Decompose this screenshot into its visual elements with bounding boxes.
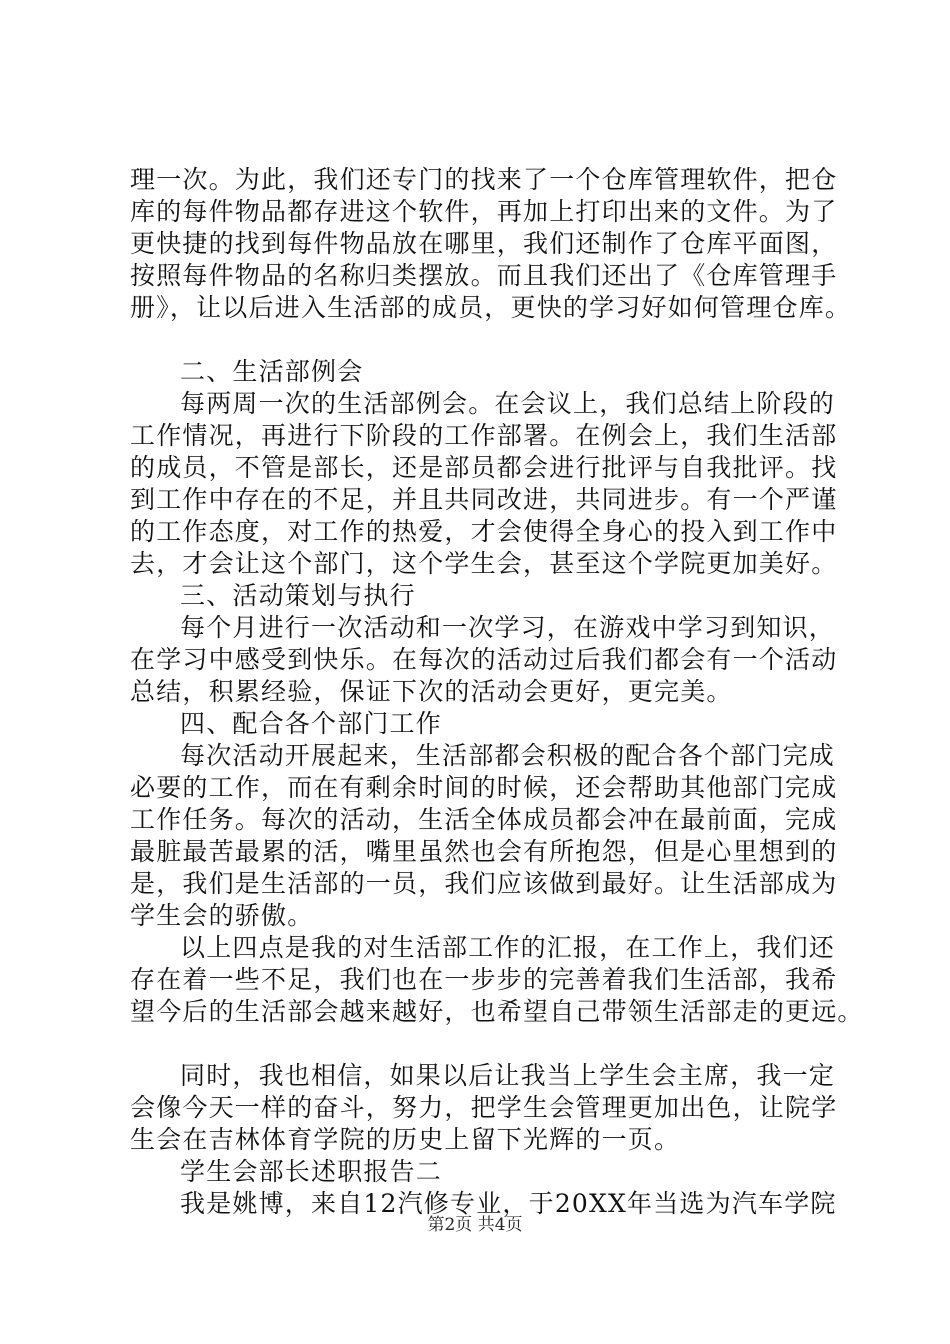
text-line: 去，才会让这个部门，这个学生会，甚至这个学院更加美好。 bbox=[130, 549, 838, 578]
text-line: 工作情况，再进行下阶段的工作部署。在例会上，我们生活部 bbox=[130, 421, 838, 450]
section-heading: 四、配合各个部门工作 bbox=[180, 709, 443, 738]
text-line: 每两周一次的生活部例会。在会议上，我们总结上阶段的 bbox=[180, 389, 836, 418]
text-line: 的成员，不管是部长，还是部员都会进行批评与自我批评。找 bbox=[130, 453, 838, 482]
section-heading: 学生会部长述职报告二 bbox=[180, 1157, 443, 1186]
text-line: 的工作态度，对工作的热爱，才会使得全身心的投入到工作中 bbox=[130, 517, 838, 546]
text-line: 生会在吉林体育学院的历史上留下光辉的一页。 bbox=[130, 1125, 681, 1154]
text-line: 每次活动开展起来，生活部都会积极的配合各个部门完成 bbox=[180, 741, 836, 770]
text-line: 是，我们是生活部的一员，我们应该做到最好。让生活部成为 bbox=[130, 869, 838, 898]
text-line: 同时，我也相信，如果以后让我当上学生会主席，我一定 bbox=[180, 1061, 836, 1090]
text-line: 最脏最苦最累的活，嘴里虽然也会有所抱怨，但是心里想到的 bbox=[130, 837, 838, 866]
paragraph-gap bbox=[130, 1028, 850, 1060]
text-line: 每个月进行一次活动和一次学习，在游戏中学习到知识， bbox=[180, 613, 836, 642]
page-number-footer: 第2页 共4页 bbox=[427, 1215, 523, 1235]
text-line: 理一次。为此，我们还专门的找来了一个仓库管理软件，把仓 bbox=[130, 165, 838, 194]
text-line: 望今后的生活部会越来越好，也希望自己带领生活部走的更远。 bbox=[130, 997, 864, 1026]
text-line: 学生会的骄傲。 bbox=[130, 901, 314, 930]
text-line: 册》，让以后进入生活部的成员，更快的学习好如何管理仓库。 bbox=[130, 293, 852, 322]
text-line: 工作任务。每次的活动，生活全体成员都会冲在最前面，完成 bbox=[130, 805, 838, 834]
section-heading: 三、活动策划与执行 bbox=[180, 581, 416, 610]
text-line: 以上四点是我的对生活部工作的汇报，在工作上，我们还 bbox=[180, 933, 836, 962]
text-line: 在学习中感受到快乐。在每次的活动过后我们都会有一个活动 bbox=[130, 645, 838, 674]
document-body bbox=[130, 164, 864, 1220]
text-line: 到工作中存在的不足，并且共同改进，共同进步。有一个严谨 bbox=[130, 485, 838, 514]
paragraph-gap bbox=[130, 324, 850, 356]
text-line: 我是姚博，来自12汽修专业，于20XX年当选为汽车学院 bbox=[180, 1189, 837, 1218]
text-line: 会像今天一样的奋斗，努力，把学生会管理更加出色，让院学 bbox=[130, 1093, 838, 1122]
text-line: 总结，积累经验，保证下次的活动会更好，更完美。 bbox=[130, 677, 733, 706]
text-line: 库的每件物品都存进这个软件，再加上打印出来的文件。为了 bbox=[130, 197, 838, 226]
section-heading: 二、生活部例会 bbox=[180, 357, 364, 386]
text-line: 存在着一些不足，我们也在一步步的完善着我们生活部，我希 bbox=[130, 965, 838, 994]
text-line: 必要的工作，而在有剩余时间的时候，还会帮助其他部门完成 bbox=[130, 773, 838, 802]
text-line: 更快捷的找到每件物品放在哪里，我们还制作了仓库平面图， bbox=[130, 229, 838, 258]
text-line: 按照每件物品的名称归类摆放。而且我们还出了《仓库管理手 bbox=[130, 261, 838, 290]
